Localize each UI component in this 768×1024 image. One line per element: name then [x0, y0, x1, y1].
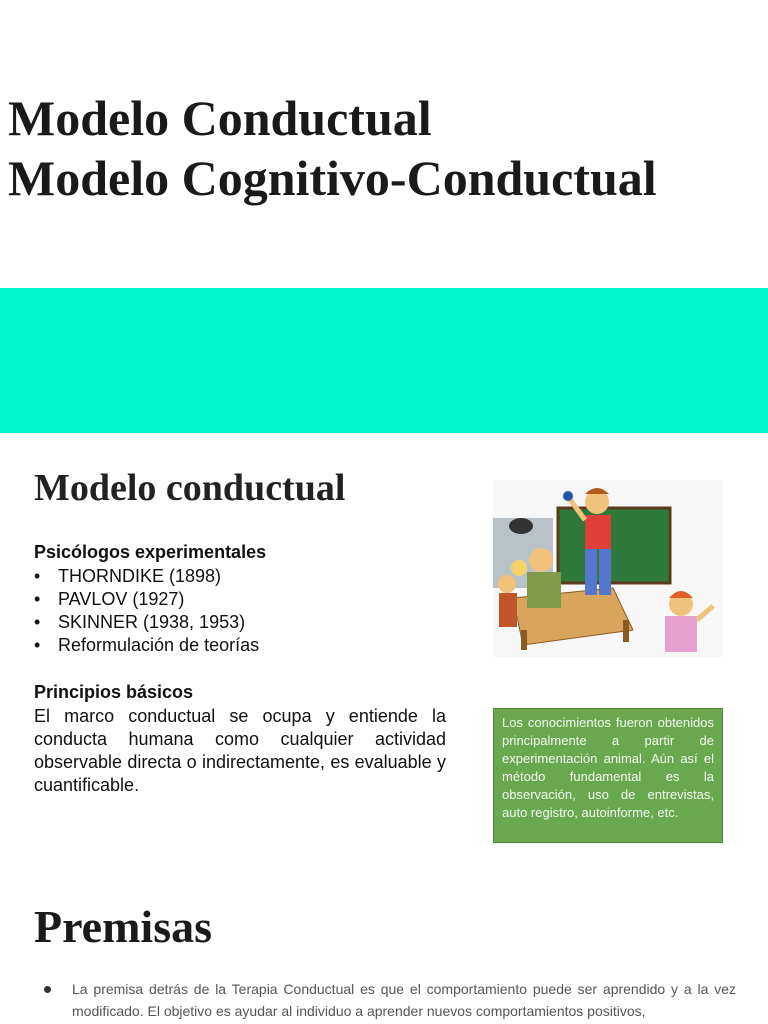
classroom-cartoon-icon: [493, 480, 723, 657]
section-heading-premisas: Premisas: [34, 901, 213, 952]
bullet-icon: •: [34, 612, 41, 632]
section-heading-modelo-conductual: Modelo conductual: [34, 467, 346, 509]
bullet-icon: •: [34, 589, 41, 609]
bullet-icon: •: [34, 566, 41, 586]
list-item: [34, 588, 259, 611]
note-box: Los conocimientos fueron obtenidos principalmente a partir de experimentación animal. Aún así el método fundamental es la observación, uso de entrevistas, auto registro, autoinforme, etc.: [493, 708, 723, 843]
bullet-icon: [44, 986, 51, 993]
list-item-label: Reformulación de teorías: [58, 635, 260, 655]
bullet-icon: •: [34, 635, 41, 655]
list-item-label: PAVLOV (1927): [58, 589, 185, 609]
list-item: [44, 978, 736, 1022]
psychologists-list: [34, 565, 259, 657]
list-item: [34, 634, 259, 657]
teal-band: [0, 288, 768, 433]
principles-paragraph: El marco conductual se ocupa y entiende la conducta humana como cualquier actividad observable directa o indirectamente, es evaluable y cuantificable.: [34, 706, 446, 795]
title-block: [8, 88, 758, 208]
list-item-label: THORNDIKE (1898): [58, 566, 222, 586]
list-item-label: La premisa detrás de la Terapia Conductual es que el comportamiento puede ser aprendido y a la vez modificado. El objetivo es ayudar al individuo a aprender nuevos comportamientos positivos,: [72, 981, 736, 1019]
list-item: [34, 611, 259, 634]
page-title-line-2: Modelo Cognitivo-Conductual: [8, 150, 657, 206]
premisas-list: [44, 978, 736, 1022]
list-item: [34, 565, 259, 588]
psychologists-heading: Psicólogos experimentales: [34, 542, 267, 562]
principles-heading: Principios básicos: [34, 682, 194, 702]
page-title-line-1: Modelo Conductual: [8, 90, 432, 146]
list-item-label: SKINNER (1938, 1953): [58, 612, 246, 632]
